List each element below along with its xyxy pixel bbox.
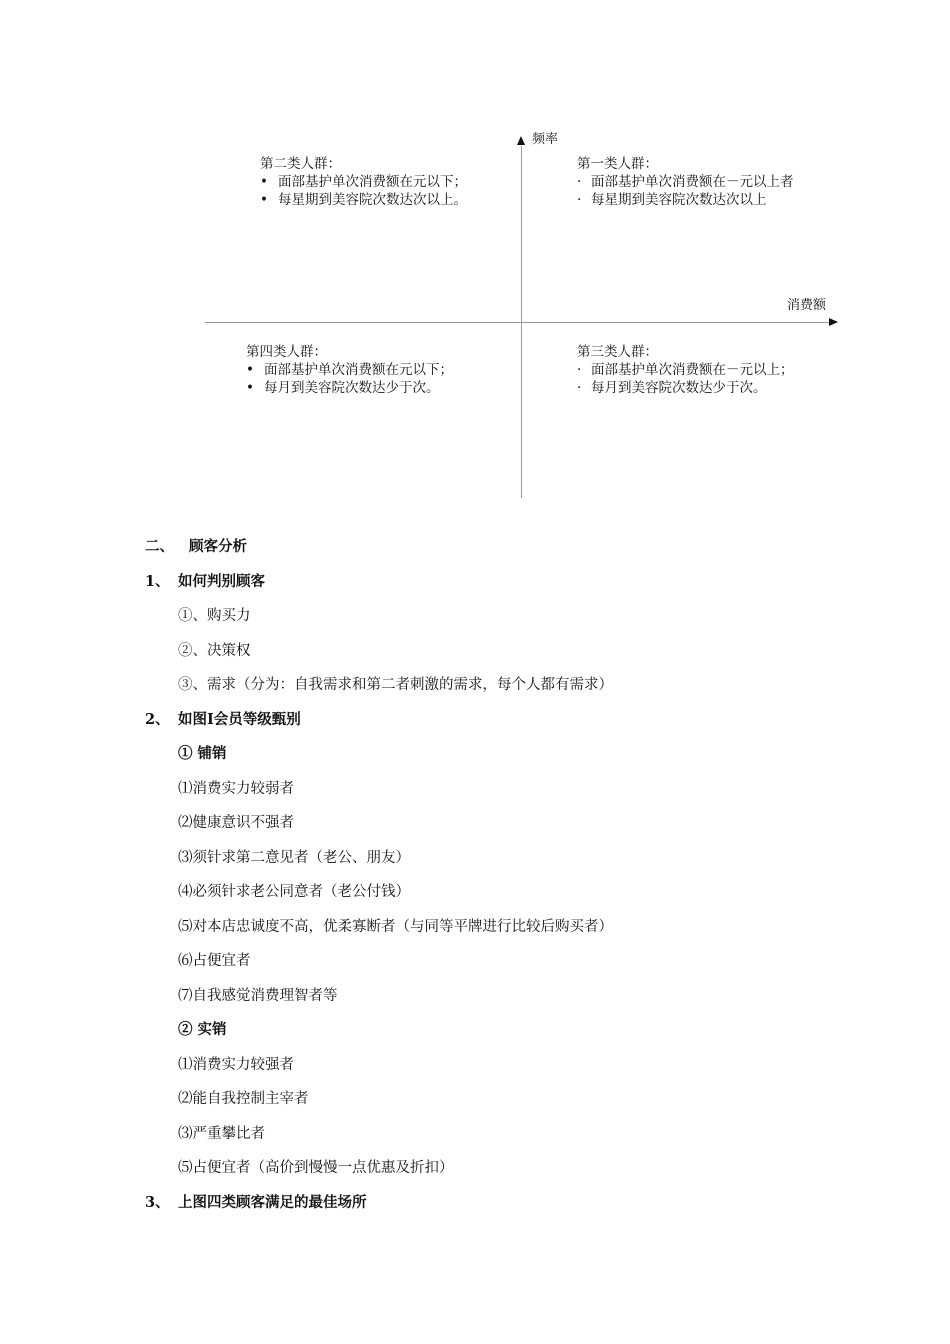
quadrant-1-title: 第一类人群： xyxy=(577,156,658,172)
list-item: ①、购买力 xyxy=(178,608,251,624)
quadrant-2 xyxy=(260,155,467,209)
quadrant-2-item: • 面部基护单次消费额在元以下； xyxy=(260,174,467,190)
quadrant-3-title: 第三类人群： xyxy=(577,344,658,360)
list-item: ⑸对本店忠诚度不高，优柔寡断者（与同等平牌进行比较后购买者） xyxy=(178,918,613,935)
list-item: ⑷必须针求老公同意者（老公付钱） xyxy=(178,884,410,900)
list-item: ③、需求（分为：自我需求和第二者刺激的需求，每个人都有需求） xyxy=(178,677,613,693)
subsection-heading-3: 3、 上图四类顾客满足的最佳场所 xyxy=(145,1193,367,1211)
x-axis-arrow-icon xyxy=(829,318,838,326)
quadrant-1-item: · 每星期到美容院次数达次以上 xyxy=(577,192,767,208)
subsection-heading-1: 1、 如何判别顾客 xyxy=(145,572,265,590)
list-item: ⑸占便宜者（高价到慢慢一点优惠及折扣） xyxy=(178,1160,454,1176)
group-heading-2: ② 实销 xyxy=(178,1021,227,1038)
list-item: ⑴消费实力较强者 xyxy=(178,1056,294,1073)
group-heading-1: ① 铺销 xyxy=(178,745,227,762)
quadrant-4-item: • 每月到美容院次数达少于次。 xyxy=(246,380,440,396)
list-item: ⑵健康意识不强者 xyxy=(178,815,294,831)
y-axis-line xyxy=(521,146,522,498)
quadrant-2-item: • 每星期到美容院次数达次以上。 xyxy=(260,192,467,208)
y-axis-arrow-icon xyxy=(517,136,525,145)
quadrant-4-title: 第四类人群： xyxy=(246,344,327,360)
document-body xyxy=(145,530,845,1220)
quadrant-3-item: · 每月到美容院次数达少于次。 xyxy=(577,380,767,396)
list-item: ⑺自我感觉消费理智者等 xyxy=(178,987,338,1004)
list-item: ⑶严重攀比者 xyxy=(178,1125,265,1142)
quadrant-4 xyxy=(246,343,453,397)
quadrant-3-item: · 面部基护单次消费额在－元以上； xyxy=(577,362,794,378)
quadrant-1 xyxy=(577,155,794,209)
y-axis-label: 频率 xyxy=(532,132,559,147)
x-axis-label: 消费额 xyxy=(787,298,827,313)
quadrant-2-title: 第二类人群： xyxy=(260,156,341,172)
section-heading: 二、 顾客分析 xyxy=(145,538,247,555)
list-item: ⑵能自我控制主宰者 xyxy=(178,1091,309,1107)
x-axis-line xyxy=(205,322,830,323)
quadrant-3 xyxy=(577,343,794,397)
list-item: ②、决策权 xyxy=(178,642,251,659)
list-item: ⑴消费实力较弱者 xyxy=(178,780,294,797)
list-item: ⑹占便宜者 xyxy=(178,953,251,969)
quadrant-1-item: · 面部基护单次消费额在－元以上者 xyxy=(577,174,794,190)
list-item: ⑶须针求第二意见者（老公、朋友） xyxy=(178,849,410,866)
quadrant-4-item: • 面部基护单次消费额在元以下； xyxy=(246,362,453,378)
subsection-heading-2: 2、 如图Ⅰ会员等级甄别 xyxy=(145,710,301,728)
